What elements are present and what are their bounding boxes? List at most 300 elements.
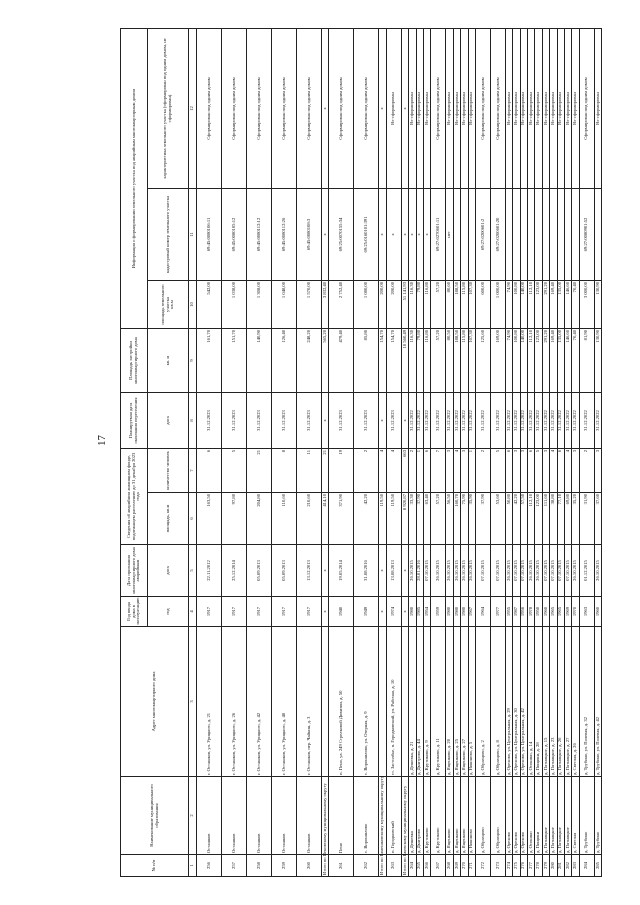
- header-land-area-label: площадь земельного участка: [159, 284, 170, 325]
- table-cell: д. Пятницкое: [565, 777, 572, 855]
- table-cell: 51 141,93: [401, 281, 408, 329]
- table-cell: х: [401, 393, 408, 449]
- table-cell: 57,20: [431, 281, 446, 329]
- table-cell: 542,00: [197, 281, 222, 329]
- table-cell: 261: [329, 855, 354, 877]
- table-cell: 112,10: [528, 281, 535, 329]
- table-cell: 97,80: [222, 493, 247, 545]
- table-cell: 6: [528, 449, 535, 493]
- table-cell: [401, 627, 408, 777]
- table-cell: 140,00: [520, 329, 527, 393]
- table-cell: 26.10.2015: [453, 545, 460, 597]
- header-date-group: Дата признания многоквартирного дома аварийным: [121, 545, 148, 597]
- table-cell: 1985: [416, 597, 423, 627]
- table-cell: 1954: [423, 597, 430, 627]
- table-cell: д. Орехово: [513, 777, 520, 855]
- table-cell: 81,90: [579, 329, 594, 393]
- table-cell: д. Пятницкое, д. 26: [557, 627, 564, 777]
- table-cell: 1963: [579, 597, 594, 627]
- table-cell: 1 308,00: [247, 281, 272, 329]
- table-cell: д. Орехово, ул. Центральная, д. 29: [505, 627, 512, 777]
- table-cell: 200,00: [386, 281, 401, 329]
- table-row: [572, 29, 579, 877]
- table-cell: д. Крутиково: [431, 777, 446, 855]
- table-cell: 210,60: [297, 493, 322, 545]
- table-cell: п. Городковский: [386, 777, 401, 855]
- table-cell: 35,20: [572, 493, 579, 545]
- table-cell: 1965: [550, 597, 557, 627]
- table-cell: 281: [557, 855, 564, 877]
- table-cell: 248,20: [297, 329, 322, 393]
- table-cell: 414,10: [322, 493, 329, 545]
- table-cell: 4: [550, 449, 557, 493]
- table-cell: 69:25:0070155:34: [329, 189, 354, 281]
- table-cell: 21: [322, 449, 329, 493]
- header-address: Адрес многоквартирного дома: [121, 627, 189, 777]
- table-row: [594, 29, 601, 877]
- table-cell: 1970: [572, 597, 579, 627]
- table-cell: 1955: [505, 597, 512, 627]
- table-cell: 112,10: [528, 329, 535, 393]
- table-cell: 2: [354, 449, 379, 493]
- table-cell: 2: [579, 449, 594, 493]
- col-number: 7: [189, 449, 197, 493]
- table-cell: 273: [490, 855, 505, 877]
- table-cell: 31.12.2022: [490, 393, 505, 449]
- table-cell: 262: [354, 855, 379, 877]
- table-cell: с. Ворошилово: [354, 777, 379, 855]
- table-cell: 31.12.2022: [461, 393, 468, 449]
- table-row: [579, 29, 594, 877]
- table-cell: 3 000,00: [579, 281, 594, 329]
- table-cell: 1978: [528, 597, 535, 627]
- table-cell: нет: [446, 189, 453, 281]
- table-cell: 69,80: [565, 493, 572, 545]
- table-row: [386, 29, 401, 877]
- table-cell: 8 920,87: [401, 493, 408, 545]
- header-land-group: Информация о формировании земельного участка под аварийным многоквартирным домом: [121, 29, 148, 329]
- table-cell: 26.10.2015: [594, 545, 601, 597]
- table-cell: Сформирован под одним домом: [272, 29, 297, 189]
- table-cell: д. Трубино: [594, 777, 601, 855]
- header-year-group: Год ввода дома в эксплуатацию: [121, 597, 148, 627]
- table-cell: 1959: [431, 597, 446, 627]
- table-cell: 188,50: [453, 281, 460, 329]
- table-cell: 31.12.2023: [272, 393, 297, 449]
- table-cell: Сформирован под одним домом: [354, 29, 379, 189]
- table-cell: д. Никоново, д. 5: [468, 627, 475, 777]
- table-cell: 110,60: [272, 493, 297, 545]
- table-cell: 13.08.2013: [386, 545, 401, 597]
- table-row: [528, 29, 535, 877]
- table-cell: г. Осташков, пер. Чайкин, д. 3: [297, 627, 322, 777]
- table-cell: 163,50: [197, 493, 222, 545]
- table-cell: д. Крутиково, д. 9: [423, 627, 430, 777]
- col-number: 4: [189, 597, 197, 627]
- table-cell: 256: [197, 855, 222, 877]
- table-cell: х: [322, 393, 329, 449]
- table-cell: 22.11.2012: [197, 545, 222, 597]
- table-cell: 31.12.2022: [505, 393, 512, 449]
- table-cell: д. Образцово, д. 2: [475, 627, 490, 777]
- table-cell: 1965: [557, 597, 564, 627]
- table-cell: х: [386, 189, 401, 281]
- table-cell: 26.10.2015: [572, 545, 579, 597]
- table-cell: 161,70: [197, 329, 222, 393]
- table-cell: 125,60: [475, 329, 490, 393]
- table-cell: 11: [297, 449, 322, 493]
- table-cell: д. Пятницкое, д. 27: [565, 627, 572, 777]
- table-cell: 116,30: [409, 281, 416, 329]
- table-cell: 119,50: [386, 493, 401, 545]
- subtotal-row: [379, 29, 386, 877]
- table-cell: 74,90: [505, 329, 512, 393]
- table-cell: Не сформирован: [505, 29, 512, 189]
- table-cell: 31.12.2023: [297, 393, 322, 449]
- header-info-group: Сведения об аварийном жилищном фонде, подлежащем расселению до 31 декабря 2023 года: [121, 449, 148, 545]
- table-cell: х: [379, 545, 386, 597]
- table-cell: 33,30: [409, 493, 416, 545]
- table-cell: 31.12.2022: [513, 393, 520, 449]
- table-cell: 1917: [247, 597, 272, 627]
- table-cell: 135,00: [557, 329, 564, 393]
- table-cell: 31.12.2023: [197, 393, 222, 449]
- table-row: [423, 29, 430, 877]
- table-cell: 05.09.2013: [247, 545, 272, 597]
- table-cell: 31.12.2023: [247, 393, 272, 449]
- table-cell: 2: [409, 449, 416, 493]
- table-cell: 1 048,00: [272, 281, 297, 329]
- table-cell: д. Ященково: [461, 777, 468, 855]
- table-cell: 1 000,00: [490, 281, 505, 329]
- table-cell: 278: [535, 855, 542, 877]
- table-cell: д. Ященково: [446, 777, 453, 855]
- table-cell: д. Пятницкое: [550, 777, 557, 855]
- table-cell: 269: [453, 855, 460, 877]
- table-cell: 5: [490, 449, 505, 493]
- table-cell: 663: [401, 449, 408, 493]
- table-cell: [550, 189, 557, 281]
- table-row: [272, 29, 297, 877]
- header-cadastral: кадастровый номер земельного участка: [148, 189, 189, 281]
- table-cell: д. Ященково, д. 27: [461, 627, 468, 777]
- table-cell: д. Пищики: [535, 777, 542, 855]
- table-cell: г. Осташков, ул. Урицкого, д. 48: [272, 627, 297, 777]
- table-cell: д. Пятницкое, д. 23: [550, 627, 557, 777]
- table-cell: х: [401, 597, 408, 627]
- table-cell: 169,40: [550, 329, 557, 393]
- header-num: № п/п: [121, 855, 189, 877]
- table-cell: Не сформирован: [557, 29, 564, 189]
- table-cell: 07.10.2015: [542, 545, 549, 597]
- table-cell: х: [401, 29, 408, 189]
- table-cell: 26.10.2015: [468, 545, 475, 597]
- table-cell: 258: [247, 855, 272, 877]
- table-cell: 07.10.2015: [490, 545, 505, 597]
- table-cell: [505, 189, 512, 281]
- header-land-area: [148, 281, 189, 329]
- table-cell: 3: [542, 449, 549, 493]
- table-cell: 1967: [468, 597, 475, 627]
- table-row: [431, 29, 446, 877]
- table-cell: 4: [565, 449, 572, 493]
- table-cell: 3: [520, 449, 527, 493]
- table-cell: 200,00: [379, 281, 386, 329]
- table-cell: [322, 627, 329, 777]
- table-cell: 19.05.2014: [329, 545, 354, 597]
- table-cell: 4: [386, 449, 401, 493]
- table-cell: 160,70: [453, 493, 460, 545]
- table-row: [446, 29, 453, 877]
- header-area-group: Площадь застройки многоквартирного дома: [121, 329, 148, 393]
- table-cell: 31.12.2022: [565, 393, 572, 449]
- table-cell: 1: [468, 449, 475, 493]
- table-cell: Не сформирован: [594, 29, 601, 189]
- table-cell: 31.12.2022: [535, 393, 542, 449]
- header-area: площадь, кв.м: [148, 493, 189, 545]
- table-cell: 112,10: [528, 493, 535, 545]
- table-cell: д. Орехово: [505, 777, 512, 855]
- table-cell: д. Крутиково: [423, 777, 430, 855]
- table-cell: д. Образцово: [490, 777, 505, 855]
- table-cell: 1: [416, 449, 423, 493]
- table-cell: 6: [505, 449, 512, 493]
- table-row: [416, 29, 423, 877]
- col-number: 11: [189, 189, 197, 281]
- table-cell: 42,20: [354, 493, 379, 545]
- table-cell: 5: [222, 449, 247, 493]
- table-cell: 3: [572, 449, 579, 493]
- col-number: 1: [189, 855, 197, 877]
- table-cell: 1917: [222, 597, 247, 627]
- table-cell: 37,90: [416, 493, 423, 545]
- table-cell: 31.12.2022: [446, 393, 453, 449]
- table-row: [329, 29, 354, 877]
- table-cell: д. Образцово: [475, 777, 490, 855]
- table-cell: Не сформирован: [572, 29, 579, 189]
- table-cell: 3: [461, 449, 468, 493]
- table-cell: 79,80: [416, 329, 423, 393]
- table-cell: Не сформирован: [416, 29, 423, 189]
- table-cell: 26.10.2015: [431, 545, 446, 597]
- table-cell: 70,40: [572, 281, 579, 329]
- table-row: [513, 29, 520, 877]
- table-cell: Не сформирован: [453, 29, 460, 189]
- table-cell: 3: [594, 449, 601, 493]
- col-number: 10: [189, 281, 197, 329]
- table-cell: 31.12.2022: [594, 393, 601, 449]
- table-cell: 1917: [197, 597, 222, 627]
- table-cell: д. Крутиково, д. 11: [431, 627, 446, 777]
- table-cell: 169,40: [550, 281, 557, 329]
- col-number: 8: [189, 393, 197, 449]
- table-cell: д. Дешевка, д. 21: [409, 627, 416, 777]
- table-cell: [379, 627, 386, 777]
- table-cell: 276: [520, 855, 527, 877]
- table-cell: [542, 189, 549, 281]
- table-cell: 1964: [475, 597, 490, 627]
- table-cell: 31.12.2022: [557, 393, 564, 449]
- subtotal-row: [322, 29, 329, 877]
- table-cell: 1950: [535, 597, 542, 627]
- subtotal-row: [401, 29, 408, 877]
- table-cell: 271: [468, 855, 475, 877]
- table-cell: 1977: [490, 597, 505, 627]
- table-cell: д. Ященково, д. 25: [453, 627, 460, 777]
- table-cell: 31.08.2016: [354, 545, 379, 597]
- table-cell: 57,20: [431, 329, 446, 393]
- table-cell: 600,00: [475, 281, 490, 329]
- header-build-area: кв. м: [148, 329, 189, 393]
- table-cell: д. Трубино, ул. Полевая, д. 42: [594, 627, 601, 777]
- table-cell: 116,30: [409, 329, 416, 393]
- header-year: год: [148, 597, 189, 627]
- table-cell: 6: [557, 449, 564, 493]
- table-cell: 169,00: [490, 329, 505, 393]
- table-cell: Сформирован под одним домом: [579, 29, 594, 189]
- table-row: [550, 29, 557, 877]
- table-cell: х: [379, 189, 386, 281]
- table-cell: д. Дмитрово, д. 44: [416, 627, 423, 777]
- table-cell: 146,60: [565, 281, 572, 329]
- table-cell: 4: [379, 449, 386, 493]
- table-cell: г. Осташков, ул. Урицкого, д. 26: [222, 627, 247, 777]
- table-cell: х: [322, 29, 329, 189]
- table-cell: д. Осокино: [528, 777, 535, 855]
- table-cell: Итого по Ржевскому муниципальному округу: [401, 855, 408, 877]
- table-cell: 31.12.2023: [329, 393, 354, 449]
- table-cell: Осташков: [197, 777, 222, 855]
- table-cell: 25.12.2014: [222, 545, 247, 597]
- table-cell: 2: [475, 449, 490, 493]
- table-cell: 50,80: [505, 493, 512, 545]
- table-cell: 479,40: [329, 329, 354, 393]
- table-cell: 38,80: [550, 493, 557, 545]
- table-cell: 1980: [409, 597, 416, 627]
- table-cell: [557, 189, 564, 281]
- table-cell: 270: [461, 855, 468, 877]
- table-cell: Итого по Пеновскому муниципальному округу: [322, 855, 329, 877]
- table-cell: 31.12.2023: [386, 393, 401, 449]
- table-cell: 31.12.2022: [453, 393, 460, 449]
- table-cell: 123,00: [535, 329, 542, 393]
- table-cell: 77,10: [557, 493, 564, 545]
- table-cell: д. Орехово, ул. Центральная, д. 30: [513, 627, 520, 777]
- table-cell: 2 752,40: [329, 281, 354, 329]
- table-cell: 283: [572, 855, 579, 877]
- table-row: [505, 29, 512, 877]
- col-number: 2: [189, 777, 197, 855]
- rotated-table-container: [120, 29, 620, 877]
- table-cell: 13.12.2013: [297, 545, 322, 597]
- table-cell: х: [401, 545, 408, 597]
- table-cell: Не сформирован: [446, 29, 453, 189]
- table-cell: Не сформирован: [550, 29, 557, 189]
- table-cell: 26.10.2015: [505, 545, 512, 597]
- table-cell: 100,80: [513, 329, 520, 393]
- table-cell: 07.10.2015: [513, 545, 520, 597]
- table-cell: 1969: [565, 597, 572, 627]
- table-cell: [461, 189, 468, 281]
- table-cell: д. Пятницкое, д. 15: [542, 627, 549, 777]
- table-row: [490, 29, 505, 877]
- table-cell: 291,20: [542, 329, 549, 393]
- table-row: [197, 29, 222, 877]
- table-cell: 56,50: [446, 493, 453, 545]
- table-cell: 275: [513, 855, 520, 877]
- table-cell: 69:27:0080901:52: [579, 189, 594, 281]
- table-cell: 119,50: [379, 493, 386, 545]
- table-row: [247, 29, 272, 877]
- table-cell: х: [322, 597, 329, 627]
- table-cell: 31.12.2023: [222, 393, 247, 449]
- table-cell: 07.10.2015: [475, 545, 490, 597]
- table-cell: 1980: [453, 597, 460, 627]
- table-cell: 130,90: [594, 281, 601, 329]
- table-cell: 75,90: [461, 493, 468, 545]
- table-cell: х: [423, 189, 430, 281]
- table-cell: Не сформирован: [423, 29, 430, 189]
- table-cell: [565, 189, 572, 281]
- table-cell: Осташков: [247, 777, 272, 855]
- table-cell: д. Трубино: [579, 777, 594, 855]
- table-row: [475, 29, 490, 877]
- table-cell: Не сформирован: [528, 29, 535, 189]
- table-cell: 63,40: [423, 493, 430, 545]
- table-cell: 31.12.2022: [550, 393, 557, 449]
- table-cell: 6: [423, 449, 430, 493]
- table-cell: Сформирован под одним домом: [431, 29, 446, 189]
- table-cell: 37,60: [594, 493, 601, 545]
- table-cell: 8: [272, 449, 297, 493]
- table-cell: 69:45:0080105:12: [222, 189, 247, 281]
- table-cell: 204,80: [247, 493, 272, 545]
- table-cell: 57,20: [431, 493, 446, 545]
- table-row: [535, 29, 542, 877]
- table-cell: 1987: [513, 597, 520, 627]
- table-cell: 116,80: [423, 329, 430, 393]
- table-cell: 100,80: [513, 281, 520, 329]
- table-cell: 1980: [461, 597, 468, 627]
- table-cell: Не сформирован: [409, 29, 416, 189]
- table-cell: 277: [528, 855, 535, 877]
- table-cell: 07.10.2015: [565, 545, 572, 597]
- table-cell: 26.10.2015: [446, 545, 453, 597]
- table-cell: 285: [594, 855, 601, 877]
- table-cell: д. Трубино, ул. Полевая, д. 32: [579, 627, 594, 777]
- table-cell: 115,80: [461, 329, 468, 393]
- table-cell: д. Ященково: [453, 777, 460, 855]
- table-cell: 130,90: [594, 329, 601, 393]
- table-cell: Не сформирован: [513, 29, 520, 189]
- column-number-row: [189, 29, 197, 877]
- table-cell: 5: [535, 449, 542, 493]
- header-land-unit: кв.м: [169, 300, 175, 309]
- table-row: [557, 29, 564, 877]
- table-cell: 154,70: [386, 329, 401, 393]
- table-cell: 1 038,00: [222, 281, 247, 329]
- table-cell: х: [379, 29, 386, 189]
- table-cell: д. Дешевка: [409, 777, 416, 855]
- col-number: 12: [189, 29, 197, 189]
- table-cell: 282: [565, 855, 572, 877]
- table-cell: 1956: [520, 597, 527, 627]
- table-cell: 69:27:0270601:11: [431, 189, 446, 281]
- table-cell: г. Осташков, ул. Урицкого, д. 42: [247, 627, 272, 777]
- table-cell: Не сформирован: [565, 29, 572, 189]
- table-row: [297, 29, 322, 877]
- table-cell: г. Осташков, ул. Урицкого, д. 21: [197, 627, 222, 777]
